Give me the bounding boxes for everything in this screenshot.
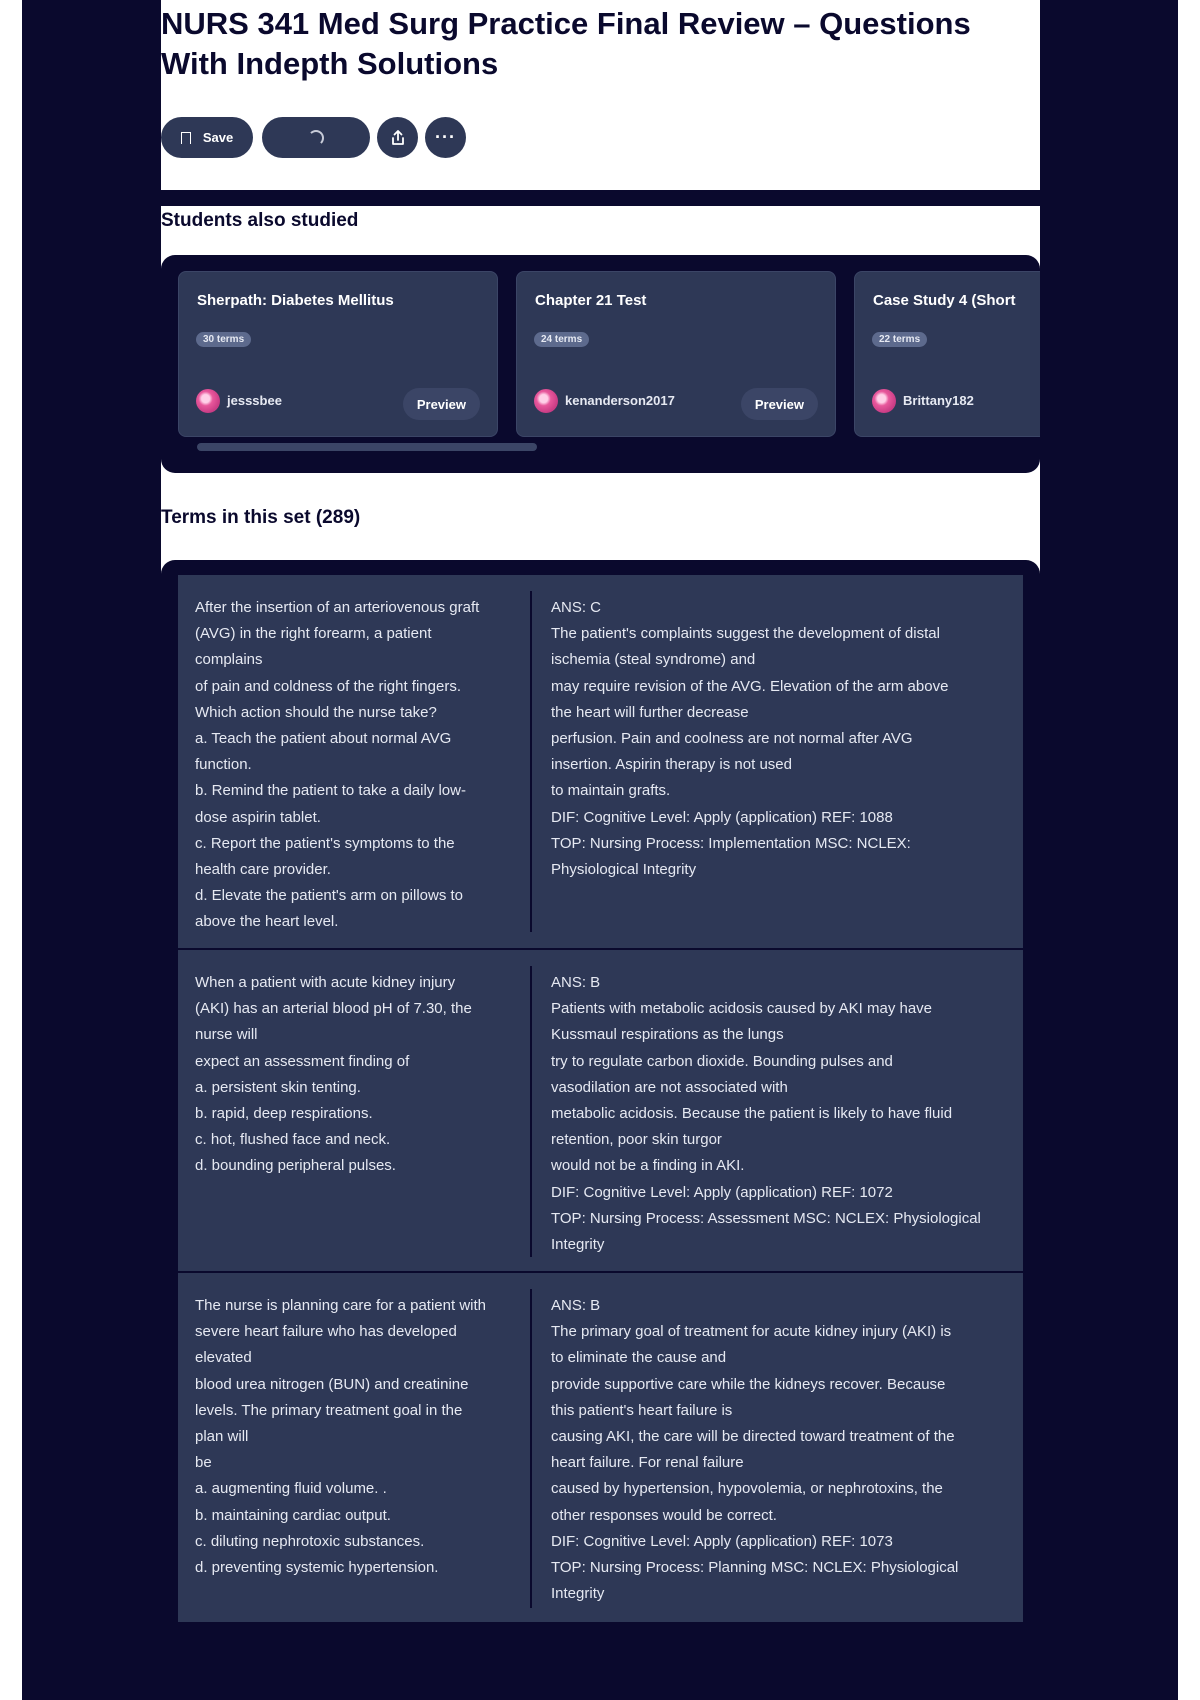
term-count-badge: 30 terms (196, 332, 251, 347)
author-name[interactable]: Brittany182 (903, 393, 974, 408)
preview-button[interactable]: Preview (403, 388, 480, 420)
share-button[interactable] (377, 117, 418, 158)
terms-heading: Terms in this set (289) (161, 507, 361, 528)
term-answer: ANS: B Patients with metabolic acidosis caused by AKI may have Kussmaul respirations as the lungs try to regulate carbon dioxide. Bounding pulses and vasodilation are not associated with metabolic acidosis. Because the patient is likely to have fluid retention, poor skin turgor would not be a finding in AKI. DIF: Cognitive Level: Apply (application) REF: 1072 TOP: Nursing Process: Assessment MSC: NCLEX: Physiological Integrity (551, 974, 981, 1254)
preview-button[interactable]: Preview (741, 388, 818, 420)
students-also-studied-heading: Students also studied (161, 210, 359, 231)
study-set-card[interactable] (854, 271, 1040, 437)
term-row[interactable] (178, 950, 1023, 1271)
study-set-card[interactable] (178, 271, 498, 437)
more-options-button[interactable] (425, 117, 466, 158)
column-divider (530, 1289, 532, 1608)
spinner-icon (308, 130, 324, 146)
term-question: The nurse is planning care for a patient with severe heart failure who has developed elevated blood urea nitrogen (BUN) and creatinine levels. The primary treatment goal in the plan will be a. augmenting fluid volume. . b. maintaining cardiac output. c. diluting nephrotoxic substances. d. preventing systemic hypertension. (195, 1297, 486, 1577)
avatar (872, 389, 896, 413)
avatar (196, 389, 220, 413)
save-label: Save (202, 130, 234, 145)
term-question: When a patient with acute kidney injury (AKI) has an arterial blood pH of 7.30, the nurse will expect an assessment finding of a. persistent skin tenting. b. rapid, deep respirations. c. hot, flushed face and neck. d. bounding peripheral pulses. (195, 974, 472, 1175)
term-question: After the insertion of an arteriovenous graft (AVG) in the right forearm, a patient complains of pain and coldness of the right fingers. Which action should the nurse take? a. Teach the patient about normal AVG function. b. Remind the patient to take a daily low- dose aspirin tablet. c. Report the patient's symptoms to the health care provider. d. Elevate the patient's arm on pillows to above the heart level. (195, 599, 480, 931)
term-count-badge: 22 terms (872, 332, 927, 347)
right-margin (1040, 0, 1178, 1700)
study-set-card[interactable] (516, 271, 836, 437)
author-name[interactable]: kenanderson2017 (565, 393, 675, 408)
section-separator (161, 190, 1040, 206)
term-count-badge: 24 terms (534, 332, 589, 347)
column-divider (530, 966, 532, 1257)
term-row[interactable] (178, 1273, 1023, 1622)
author-name[interactable]: jesssbee (227, 393, 282, 408)
left-margin (22, 0, 161, 1700)
column-divider (530, 591, 532, 932)
students-also-studied-carousel (161, 255, 1040, 473)
term-row[interactable] (178, 575, 1023, 948)
share-icon (389, 129, 407, 147)
footer-band (161, 1618, 1040, 1700)
loading-button[interactable] (262, 117, 370, 158)
term-answer: ANS: B The primary goal of treatment for acute kidney injury (AKI) is to eliminate the cause and provide supportive care while the kidneys recover. Because this patient's heart failure is causing AKI, the care will be directed toward treatment of the heart failure. For renal failure caused by hypertension, hypovolemia, or nephrotoxins, the other responses would be correct. DIF: Cognitive Level: Apply (application) REF: 1073 TOP: Nursing Process: Planning MSC: NCLEX: Physiological Integrity (551, 1297, 959, 1603)
card-title: Case Study 4 (Short (873, 292, 1016, 309)
bookmark-icon (181, 132, 191, 144)
card-title: Sherpath: Diabetes Mellitus (197, 292, 394, 309)
card-title: Chapter 21 Test (535, 292, 647, 309)
page-title: NURS 341 Med Surg Practice Final Review – Questions With Indepth Solutions (161, 6, 971, 81)
save-button[interactable] (161, 117, 253, 158)
more-icon: ··· (435, 127, 456, 147)
avatar (534, 389, 558, 413)
terms-list (161, 560, 1040, 1618)
term-answer: ANS: C The patient's complaints suggest the development of distal ischemia (steal syndrome) and may require revision of the AVG. Elevation of the arm above the heart will further decrease perfusion. Pain and coolness are not normal after AVG insertion. Aspirin therapy is not used to maintain grafts. DIF: Cognitive Level: Apply (application) REF: 1088 TOP: Nursing Process: Implementation MSC: NCLEX: Physiological Integrity (551, 599, 949, 879)
carousel-scrollbar[interactable] (197, 443, 537, 451)
